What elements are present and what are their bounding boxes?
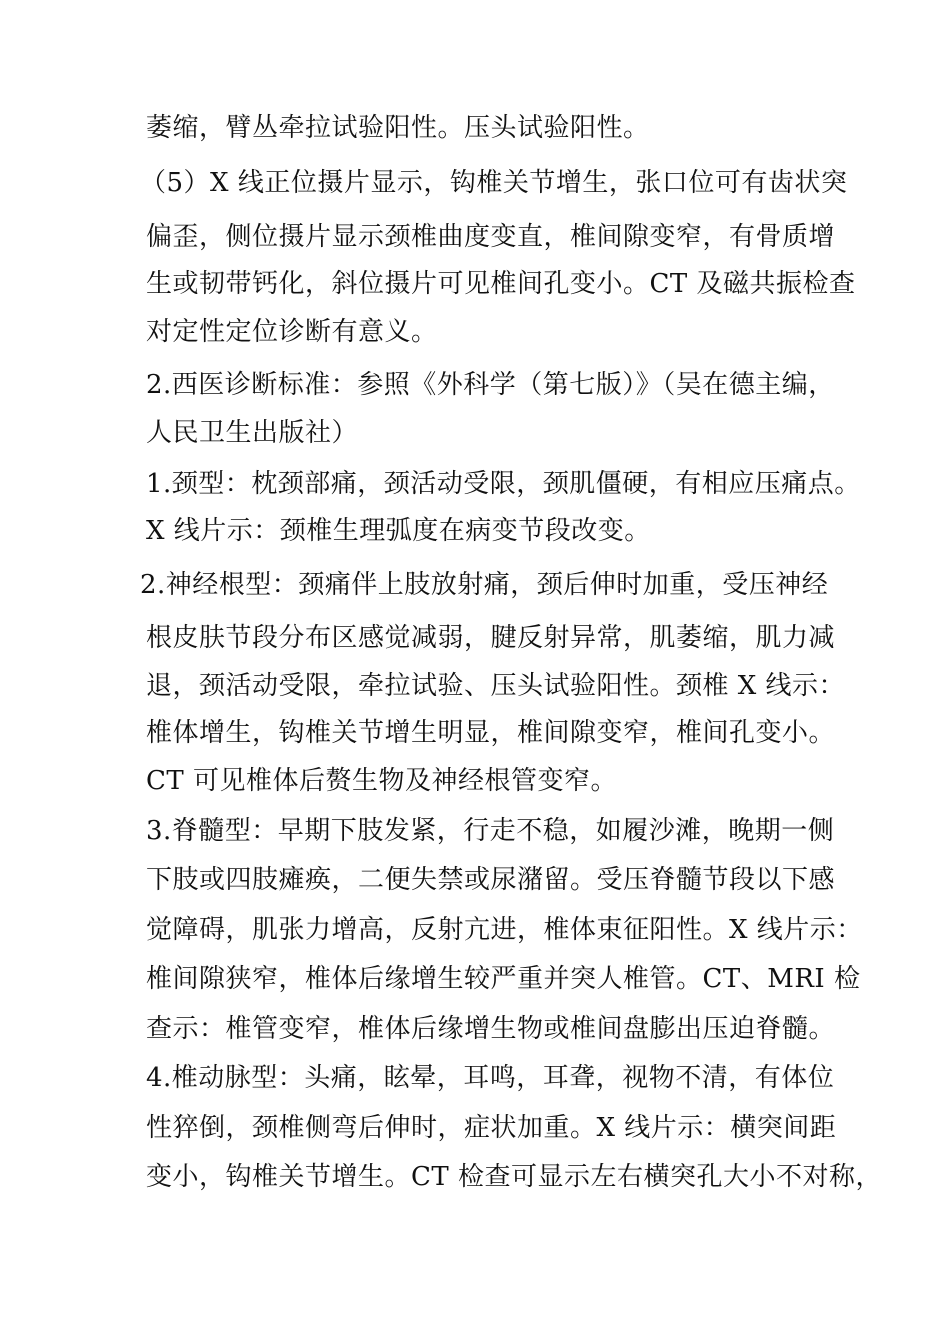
text-line: 4.椎动脉型：头痛，眩晕，耳鸣，耳聋，视物不清，有体位 [146, 1063, 835, 1093]
text-line: （5）X 线正位摄片显示，钩椎关节增生，张口位可有齿状突 [140, 168, 848, 198]
text-line: 查示：椎管变窄，椎体后缘增生物或椎间盘膨出压迫脊髓。 [146, 1014, 836, 1044]
text-line: CT 可见椎体后赘生物及神经根管变窄。 [146, 766, 618, 796]
text-line: 2.神经根型：颈痛伴上肢放射痛，颈后伸时加重，受压神经 [140, 570, 829, 600]
text-line: 对定性定位诊断有意义。 [146, 317, 438, 347]
text-line: 椎体增生，钩椎关节增生明显，椎间隙变窄，椎间孔变小。 [146, 718, 836, 748]
text-line: 3.脊髓型：早期下肢发紧，行走不稳，如履沙滩，晚期一侧 [146, 816, 835, 846]
text-line: X 线片示：颈椎生理弧度在病变节段改变。 [146, 516, 651, 546]
text-line: 人民卫生出版社） [146, 418, 359, 448]
text-line: 偏歪，侧位摄片显示颈椎曲度变直，椎间隙变窄，有骨质增 [146, 222, 836, 252]
text-line: 性猝倒，颈椎侧弯后伸时，症状加重。X 线片示：横突间距 [146, 1113, 837, 1143]
text-line: 根皮肤节段分布区感觉减弱，腱反射异常，肌萎缩，肌力减 [146, 623, 836, 653]
text-line: 椎间隙狭窄，椎体后缘增生较严重并突人椎管。CT、MRI 检 [146, 964, 861, 994]
text-line: 变小，钩椎关节增生。CT 检查可显示左右横突孔大小不对称， [146, 1162, 883, 1192]
text-line: 1.颈型：枕颈部痛，颈活动受限，颈肌僵硬，有相应压痛点。 [146, 469, 861, 499]
text-line: 生或韧带钙化，斜位摄片可见椎间孔变小。CT 及磁共振检查 [146, 269, 856, 299]
text-line: 萎缩，臂丛牵拉试验阳性。压头试验阳性。 [146, 113, 650, 143]
text-line: 退，颈活动受限，牵拉试验、压头试验阳性。颈椎 X 线示： [146, 671, 846, 701]
text-line: 下肢或四肢瘫痪，二便失禁或尿潴留。受压脊髓节段以下感 [146, 865, 836, 895]
text-line: 2.西医诊断标准：参照《外科学（第七版）》（吴在德主编， [146, 370, 835, 400]
text-line: 觉障碍，肌张力增高，反射亢进，椎体束征阳性。X 线片示： [146, 915, 863, 945]
